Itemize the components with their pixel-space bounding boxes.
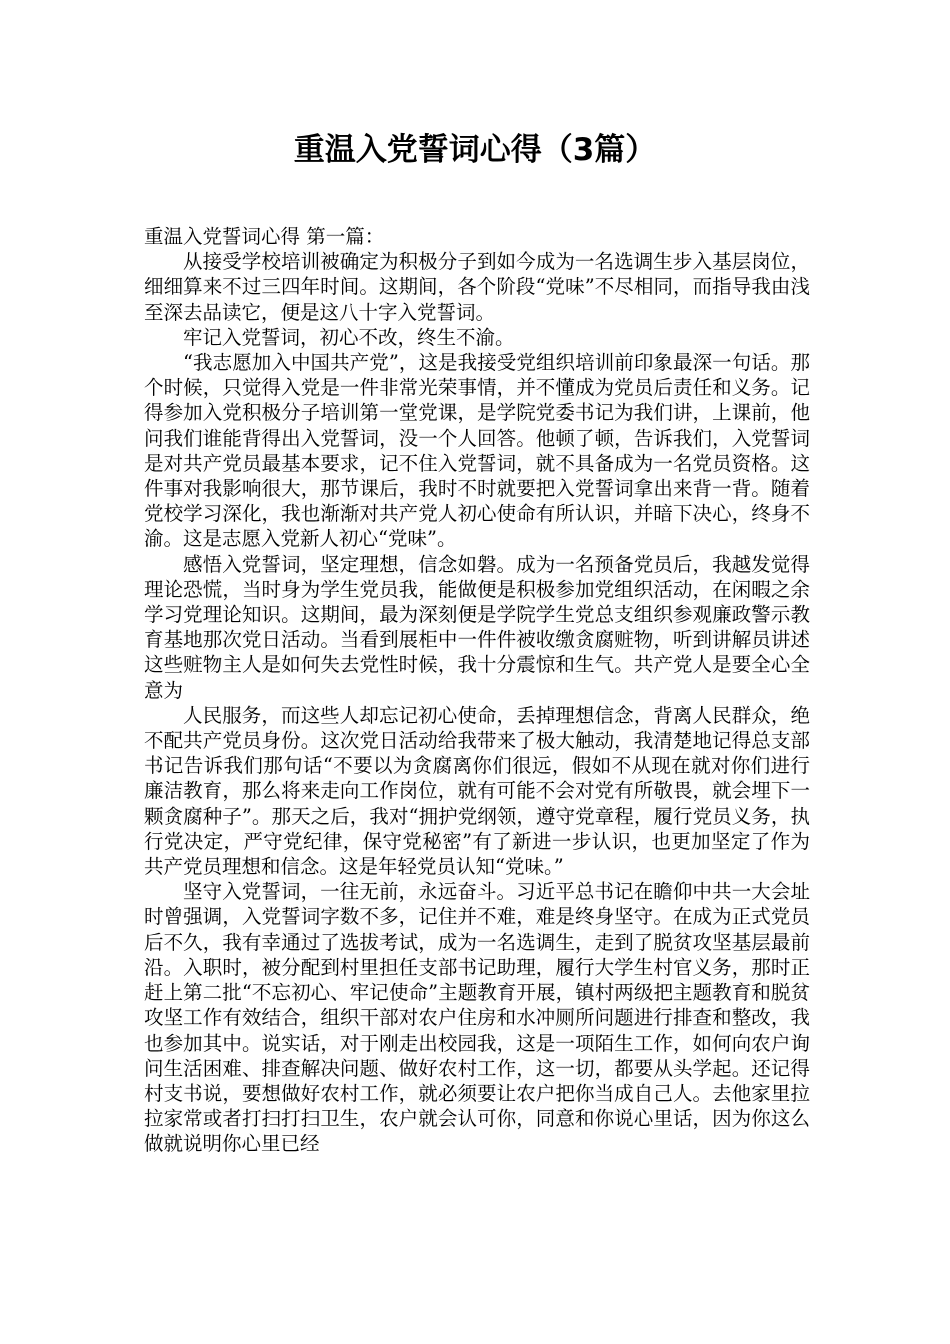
paragraph: 感悟入党誓词，坚定理想，信念如磐。成为一名预备党员后，我越发觉得理论恐慌，当时身为学生党员我，能做便是积极参加党组织活动，在闲暇之余学习党理论知识。这期间，最为深刻便是学院学生党总支组织参观廉政警示教育基地那次党日活动。当看到展柜中一件件被收缴贪腐赃物，听到讲解员讲述这些赃物主人是如何失去党性时候，我十分震惊和生气。共产党人是要全心全意为 [144, 552, 810, 702]
paragraph: 从接受学校培训被确定为积极分子到如今成为一名选调生步入基层岗位，细细算来不过三四年时间。这期间，各个阶段“党味”不尽相同，而指导我由浅至深去品读它，便是这八十字入党誓词。 [144, 250, 810, 324]
paragraph: 坚守入党誓词，一往无前，永远奋斗。习近平总书记在瞻仰中共一大会址时曾强调，入党誓词字数不多，记住并不难，难是终身坚守。在成为正式党员后不久，我有幸通过了选拔考试，成为一名选调生，走到了脱贫攻坚基层最前沿。入职时，被分配到村里担任支部书记助理，履行大学生村官义务，那时正赶上第二批“不忘初心、牢记使命”主题教育开展，镇村两级把主题教育和脱贫攻坚工作有效结合，组织干部对农户住房和水冲厕所问题进行排查和整改，我也参加其中。说实话，对于刚走出校园我，这是一项陌生工作，如何向农户询问生活困难、排查解决问题、做好农村工作，这一切，都要从头学起。还记得村支书说，要想做好农村工作，就必须要让农户把你当成自己人。去他家里拉拉家常或者打扫打扫卫生，农户就会认可你，同意和你说心里话，因为你这么做就说明你心里已经 [144, 880, 810, 1156]
paragraph: 人民服务，而这些人却忘记初心使命，丢掉理想信念，背离人民群众，绝不配共产党员身份。这次党日活动给我带来了极大触动，我清楚地记得总支部书记告诉我们那句话“不要以为贪腐离你们很远，假如不从现在就对你们进行廉洁教育，那么将来走向工作岗位，就有可能不会对党有所敬畏，就会埋下一颗贪腐种子”。那天之后，我对“拥护党纲领，遵守党章程，履行党员义务，执行党决定，严守党纪律，保守党秘密”有了新进一步认识，也更加坚定了作为共产党员理想和信念。这是年轻党员认知“党味。” [144, 703, 810, 879]
document-title: 重温入党誓词心得（3篇） [293, 132, 657, 168]
paragraph: “我志愿加入中国共产党”，这是我接受党组织培训前印象最深一句话。那个时候，只觉得入党是一件非常光荣事情，并不懂成为党员后责任和义务。记得参加入党积极分子培训第一堂党课，是学院党委书记为我们讲，上课前，他问我们谁能背得出入党誓词，没一个人回答。他顿了顿，告诉我们，入党誓词是对共产党员最基本要求，记不住入党誓词，就不具备成为一名党员资格。这件事对我影响很大，那节课后，我时不时就要把入党誓词拿出来背一背。随着党校学习深化，我也渐渐对共产党人初心使命有所认识，并暗下决心，终身不渝。这是志愿入党新人初心“党味”。 [144, 351, 810, 551]
document-body [144, 224, 810, 1157]
paragraph: 牢记入党誓词，初心不改，终生不渝。 [183, 325, 515, 349]
section-heading: 重温入党誓词心得 第一篇： [144, 225, 385, 248]
